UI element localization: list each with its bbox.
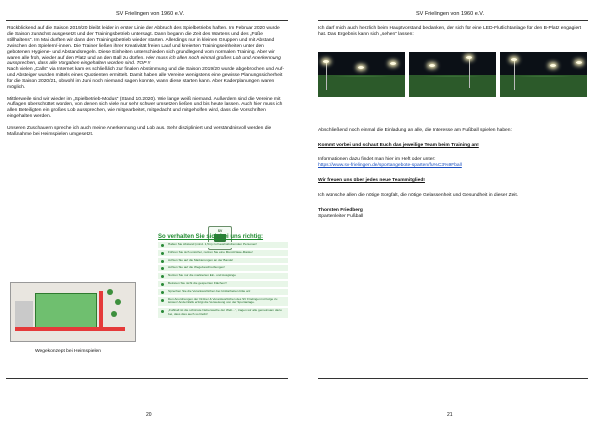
rule-item: Den Anordnungen der Ordner & Verantwortlichen des SV Frielingen ist Folge zu leisten! Andernfalls erfolgt die Verweisung von der Sportanlage.	[158, 297, 288, 307]
rules-title: So verhalten Sie sich bei uns richtig:	[158, 234, 264, 240]
floodlight-photo	[500, 52, 587, 97]
signature-role: Spartenleiter Fußball	[318, 213, 364, 219]
club-website-link[interactable]: https://www.sv-frielingen.de/sportangebote-sparten/fu%C3%9Fball	[318, 162, 462, 168]
paragraph-season-end: Nach vielen „Calls“ via Internet kam es schließlich zur finalen Abstimmung und die Saison 2019/20 wurde abgebrochen und Auf- und Absteiger wurden mittels eines Quotienten ermittelt. Damit haben alle Vereine wenigstens eine gewisse Planungssicherheit für die Saison 2020/21, obwohl im Juni noch niemand sagen konnte, wann diese starten kann. Aber Kaderplanungen waren möglich.	[7, 67, 285, 91]
image-caption: Wegekonzept bei Heimspielen	[35, 349, 101, 354]
page-header: SV Frielingen von 1960 e.V.	[416, 11, 484, 17]
floodlight-icon	[466, 56, 472, 59]
conduct-rules-poster	[158, 234, 288, 320]
intro-text: Ich darf mich auch herzlich beim Hauptvorstand bedanken, der sich für eine LED-Flutlichtanlage für den B-Platz engagiert hat. Das Ergebnis kann sich „sehen“ lassen:	[318, 26, 582, 37]
floodlight-icon	[323, 60, 329, 63]
rule-item: Führen Sie sich unsicher, nutzen Sie eine Mund-Nase-Maske!	[158, 250, 288, 256]
italic-praise: Hier muss ich allen noch einmal großes Lob und Anerkennung aussprechen, dass alle Vorgaben eingehalten worden sind. TOP !!	[7, 55, 281, 67]
rule-item: Nutzen Sie nur die markierten Ein- und Ausgänge	[158, 273, 288, 279]
floodlight-icon	[429, 64, 435, 67]
rule-item: Halten Sie Abstand (mind. 1,5m) zu haushaltsfremden Personen!	[158, 242, 288, 248]
header-rule	[318, 20, 588, 21]
floodlight-icon	[390, 62, 396, 65]
info-label: Informationen dazu findet man hier im Heft oder unter:	[318, 157, 436, 162]
new-members-text: Wir freuen uns über jedes neue Teammitglied!	[318, 178, 425, 183]
paragraph-spectators: Unseren Zuschauern spreche ich auch meine Anerkennung und Lob aus. Sehr diszipliniert und verständnisvoll werden die Maßnahme bei Heimspielen umgesetzt.	[7, 125, 272, 137]
page-header: SV Frielingen von 1960 e.V.	[116, 11, 184, 17]
wishes-text: Ich wünsche allen die nötige Sorgfalt, die nötige Gelassenheit und Gesundheit in dieser Zeit.	[318, 193, 519, 198]
tree-icon	[115, 299, 121, 305]
building-shape	[15, 301, 33, 327]
logo-text: SV	[217, 229, 223, 233]
info-text	[318, 157, 588, 169]
right-page	[300, 0, 600, 424]
footer-rule	[6, 378, 288, 379]
tree-icon	[111, 311, 117, 317]
rule-item: „Fußball ist die schönste Nebensache der Welt…“, tragen wir alle gemeinsam dazu bei, dass dies auch so bleibt!	[158, 308, 288, 318]
page-number: 21	[447, 412, 453, 418]
paragraph-current-status: Mittlerweile sind wir wieder im „Spielbetrieb-Modus“ (Stand 10.2020). Wie lange weiß niemand. Außerdem sind die Vereine mit Auflagen überschüttet worden, von denen sich viele nur sehr schwer umsetzen ließen und bis heute lassen. Auch hier muss ich allen Beteiligten ein großes Lob aussprechen, wie mitgearbeitet, mitgedacht und mitgeholfen wird, dass die Vorschriften eingehalten werden.	[7, 96, 283, 120]
footer-rule	[318, 378, 588, 379]
signature-name: Thorsten Friedberg	[318, 208, 363, 213]
tree-icon	[107, 289, 113, 295]
page-number: 20	[146, 412, 152, 418]
article-body	[7, 26, 287, 143]
floodlight-icon	[576, 61, 582, 64]
route-plan-image	[10, 282, 136, 342]
rule-item: Sprechen Sie die Verantwortlichen bei Unklarheiten bitte an!	[158, 289, 288, 295]
paragraph-season-review	[7, 26, 287, 67]
pitch-shape	[35, 293, 97, 329]
call-to-action: Kommt vorbei und schaut Euch das jeweilige Team beim Training an!	[318, 143, 479, 148]
closing-text: Abschließend noch einmal die Einladung an alle, die Interesse am Fußball spielen haben:	[318, 128, 512, 133]
header-rule	[6, 20, 288, 21]
rule-item: Betreten Sie nicht die gesperrten Flächen!!	[158, 281, 288, 287]
route-path-horizontal	[15, 327, 125, 331]
rule-item: Achten Sie auf die Wegebeschreibungen!	[158, 265, 288, 271]
floodlight-photo	[318, 52, 405, 97]
paragraph-text: Rückblickend auf die Saison 2019/20 bleibt leider in erster Linie der Abbruch des Spielbetriebs haften. Im Februar 2020 wurde die Saison zunächst ausgesetzt und der Trainingsbetrieb untersagt. Dann begann die Zeit des Wartens und des „Füße stillhaltens“. Im Mai durften wir dann den Trainingsbetrieb wieder starten. Allerdings nur in kleinen Gruppen und mit Abstand zwischen den Spielern/-innen. Die Trainer ließen ihrer Kreativität freien Lauf und kreierten Trainingseinheiten unter den gebotenen Hygiene- und Abstandsregeln. Diese Einheiten unterschieden sich grundlegend vom normalen Training. Aber wir waren alle froh, wieder auf den Platz und an den Ball zu dürfen.	[7, 26, 280, 61]
floodlight-icon	[358, 66, 364, 69]
signature	[318, 208, 588, 220]
floodlight-icon	[511, 58, 517, 61]
floodlight-icon	[550, 64, 556, 67]
route-path-vertical	[99, 291, 103, 331]
floodlight-photos	[318, 52, 588, 97]
rule-item: Achten Sie auf die Markierungen an der Bande!	[158, 258, 288, 264]
floodlight-photo	[409, 52, 496, 97]
